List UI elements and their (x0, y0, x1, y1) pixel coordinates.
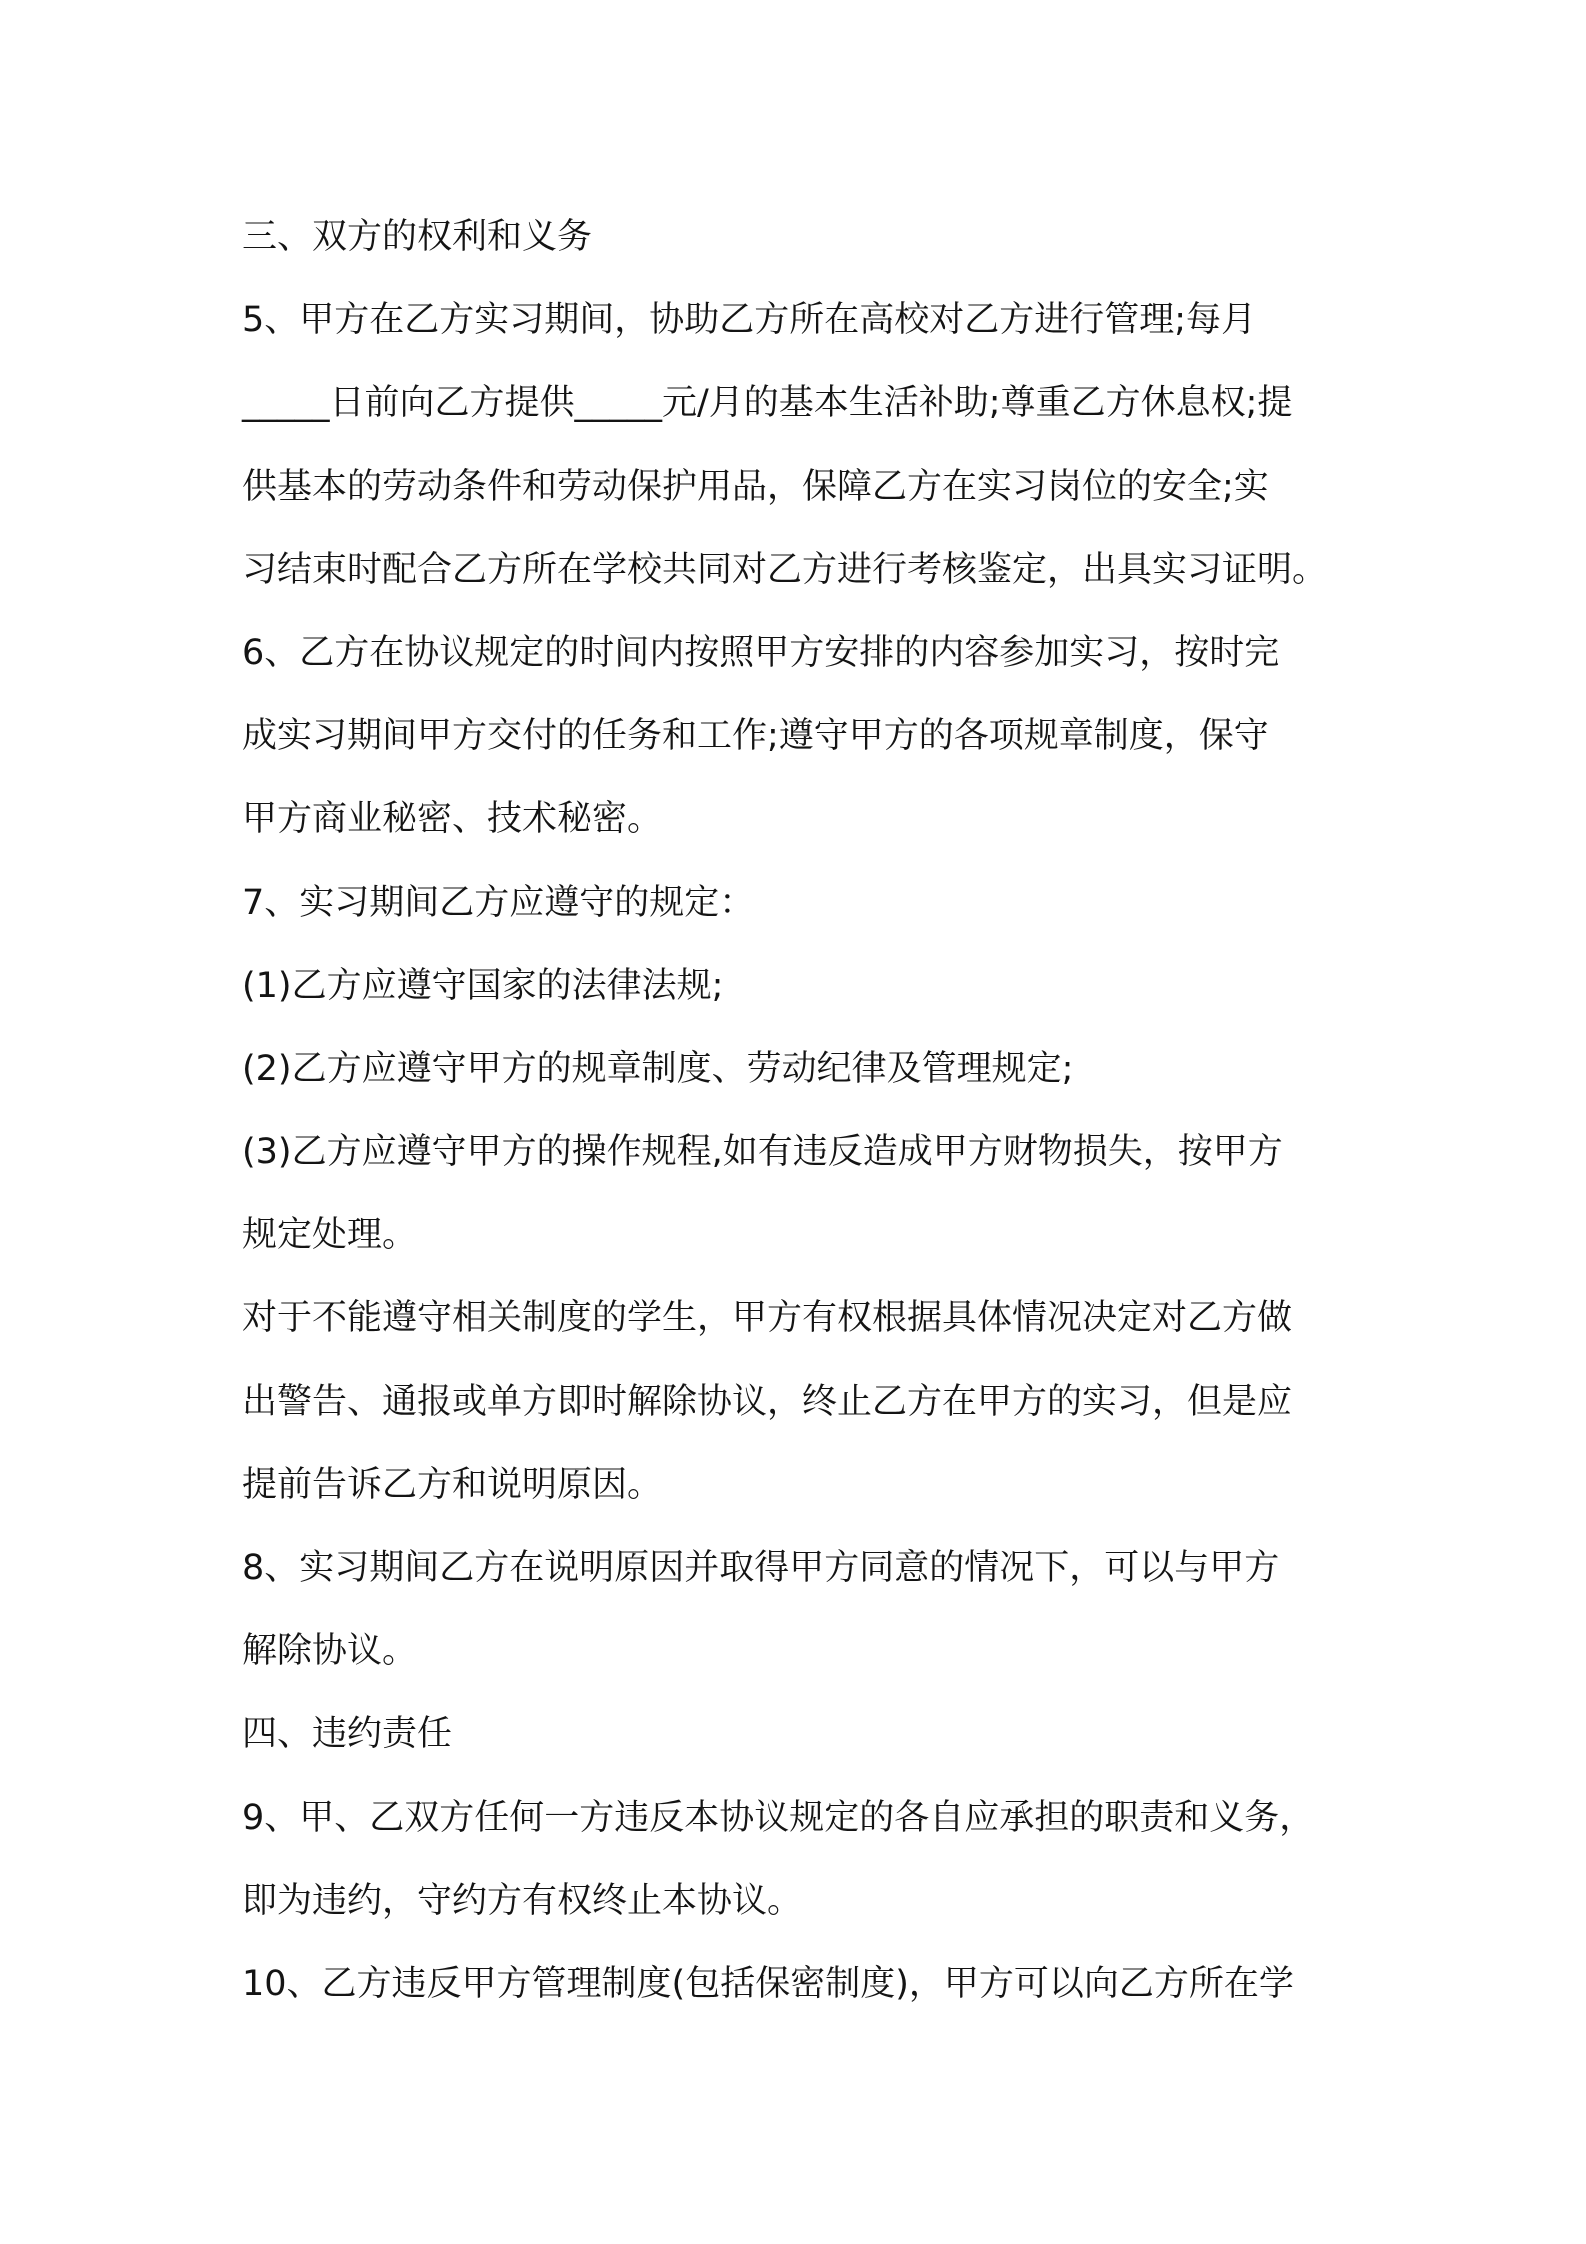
clause-9-line-2: 即为违约，守约方有权终止本协议。 (242, 1880, 803, 1921)
discipline-paragraph-line-1: 对于不能遵守相关制度的学生，甲方有权根据具体情况决定对乙方做 (242, 1298, 1293, 1339)
clause-7-item-2: (2)乙方应遵守甲方的规章制度、劳动纪律及管理规定; (242, 1048, 1074, 1089)
discipline-paragraph-line-3: 提前告诉乙方和说明原因。 (242, 1464, 663, 1505)
clause-5-line-3: 供基本的劳动条件和劳动保护用品，保障乙方在实习岗位的安全;实 (242, 466, 1269, 507)
clause-8-line-1: 8、实习期间乙方在说明原因并取得甲方同意的情况下，可以与甲方 (242, 1548, 1280, 1588)
document-body (242, 196, 1372, 2026)
clause-5-line-2: _____日前向乙方提供_____元/月的基本生活补助;尊重乙方休息权;提 (242, 383, 1293, 424)
clause-5-line-1: 5、甲方在乙方实习期间，协助乙方所在高校对乙方进行管理;每月 (242, 300, 1257, 341)
clause-6-line-3: 甲方商业秘密、技术秘密。 (242, 799, 663, 840)
clause-7-intro: 7、实习期间乙方应遵守的规定： (242, 882, 755, 923)
section-heading-breach-liability: 四、违约责任 (242, 1714, 453, 1755)
section-heading-rights-obligations: 三、双方的权利和义务 (242, 217, 593, 257)
clause-5-line-4: 习结束时配合乙方所在学校共同对乙方进行考核鉴定，出具实习证明。 (242, 549, 1328, 590)
clause-10-line-1: 10、乙方违反甲方管理制度(包括保密制度)，甲方可以向乙方所在学 (242, 1963, 1294, 2004)
clause-7-item-1: (1)乙方应遵守国家的法律法规; (242, 965, 724, 1006)
clause-8-line-2: 解除协议。 (242, 1631, 418, 1672)
discipline-paragraph-line-2: 出警告、通报或单方即时解除协议，终止乙方在甲方的实习，但是应 (242, 1381, 1293, 1422)
clause-6-line-1: 6、乙方在协议规定的时间内按照甲方安排的内容参加实习，按时完 (242, 632, 1280, 673)
clause-9-line-1: 9、甲、乙双方任何一方违反本协议规定的各自应承担的职责和义务， (242, 1797, 1315, 1838)
clause-6-line-2: 成实习期间甲方交付的任务和工作;遵守甲方的各项规章制度，保守 (242, 716, 1269, 757)
clause-7-item-3-line-1: (3)乙方应遵守甲方的操作规程,如有违反造成甲方财物损失，按甲方 (242, 1132, 1283, 1173)
clause-7-item-3-line-2: 规定处理。 (242, 1215, 418, 1256)
